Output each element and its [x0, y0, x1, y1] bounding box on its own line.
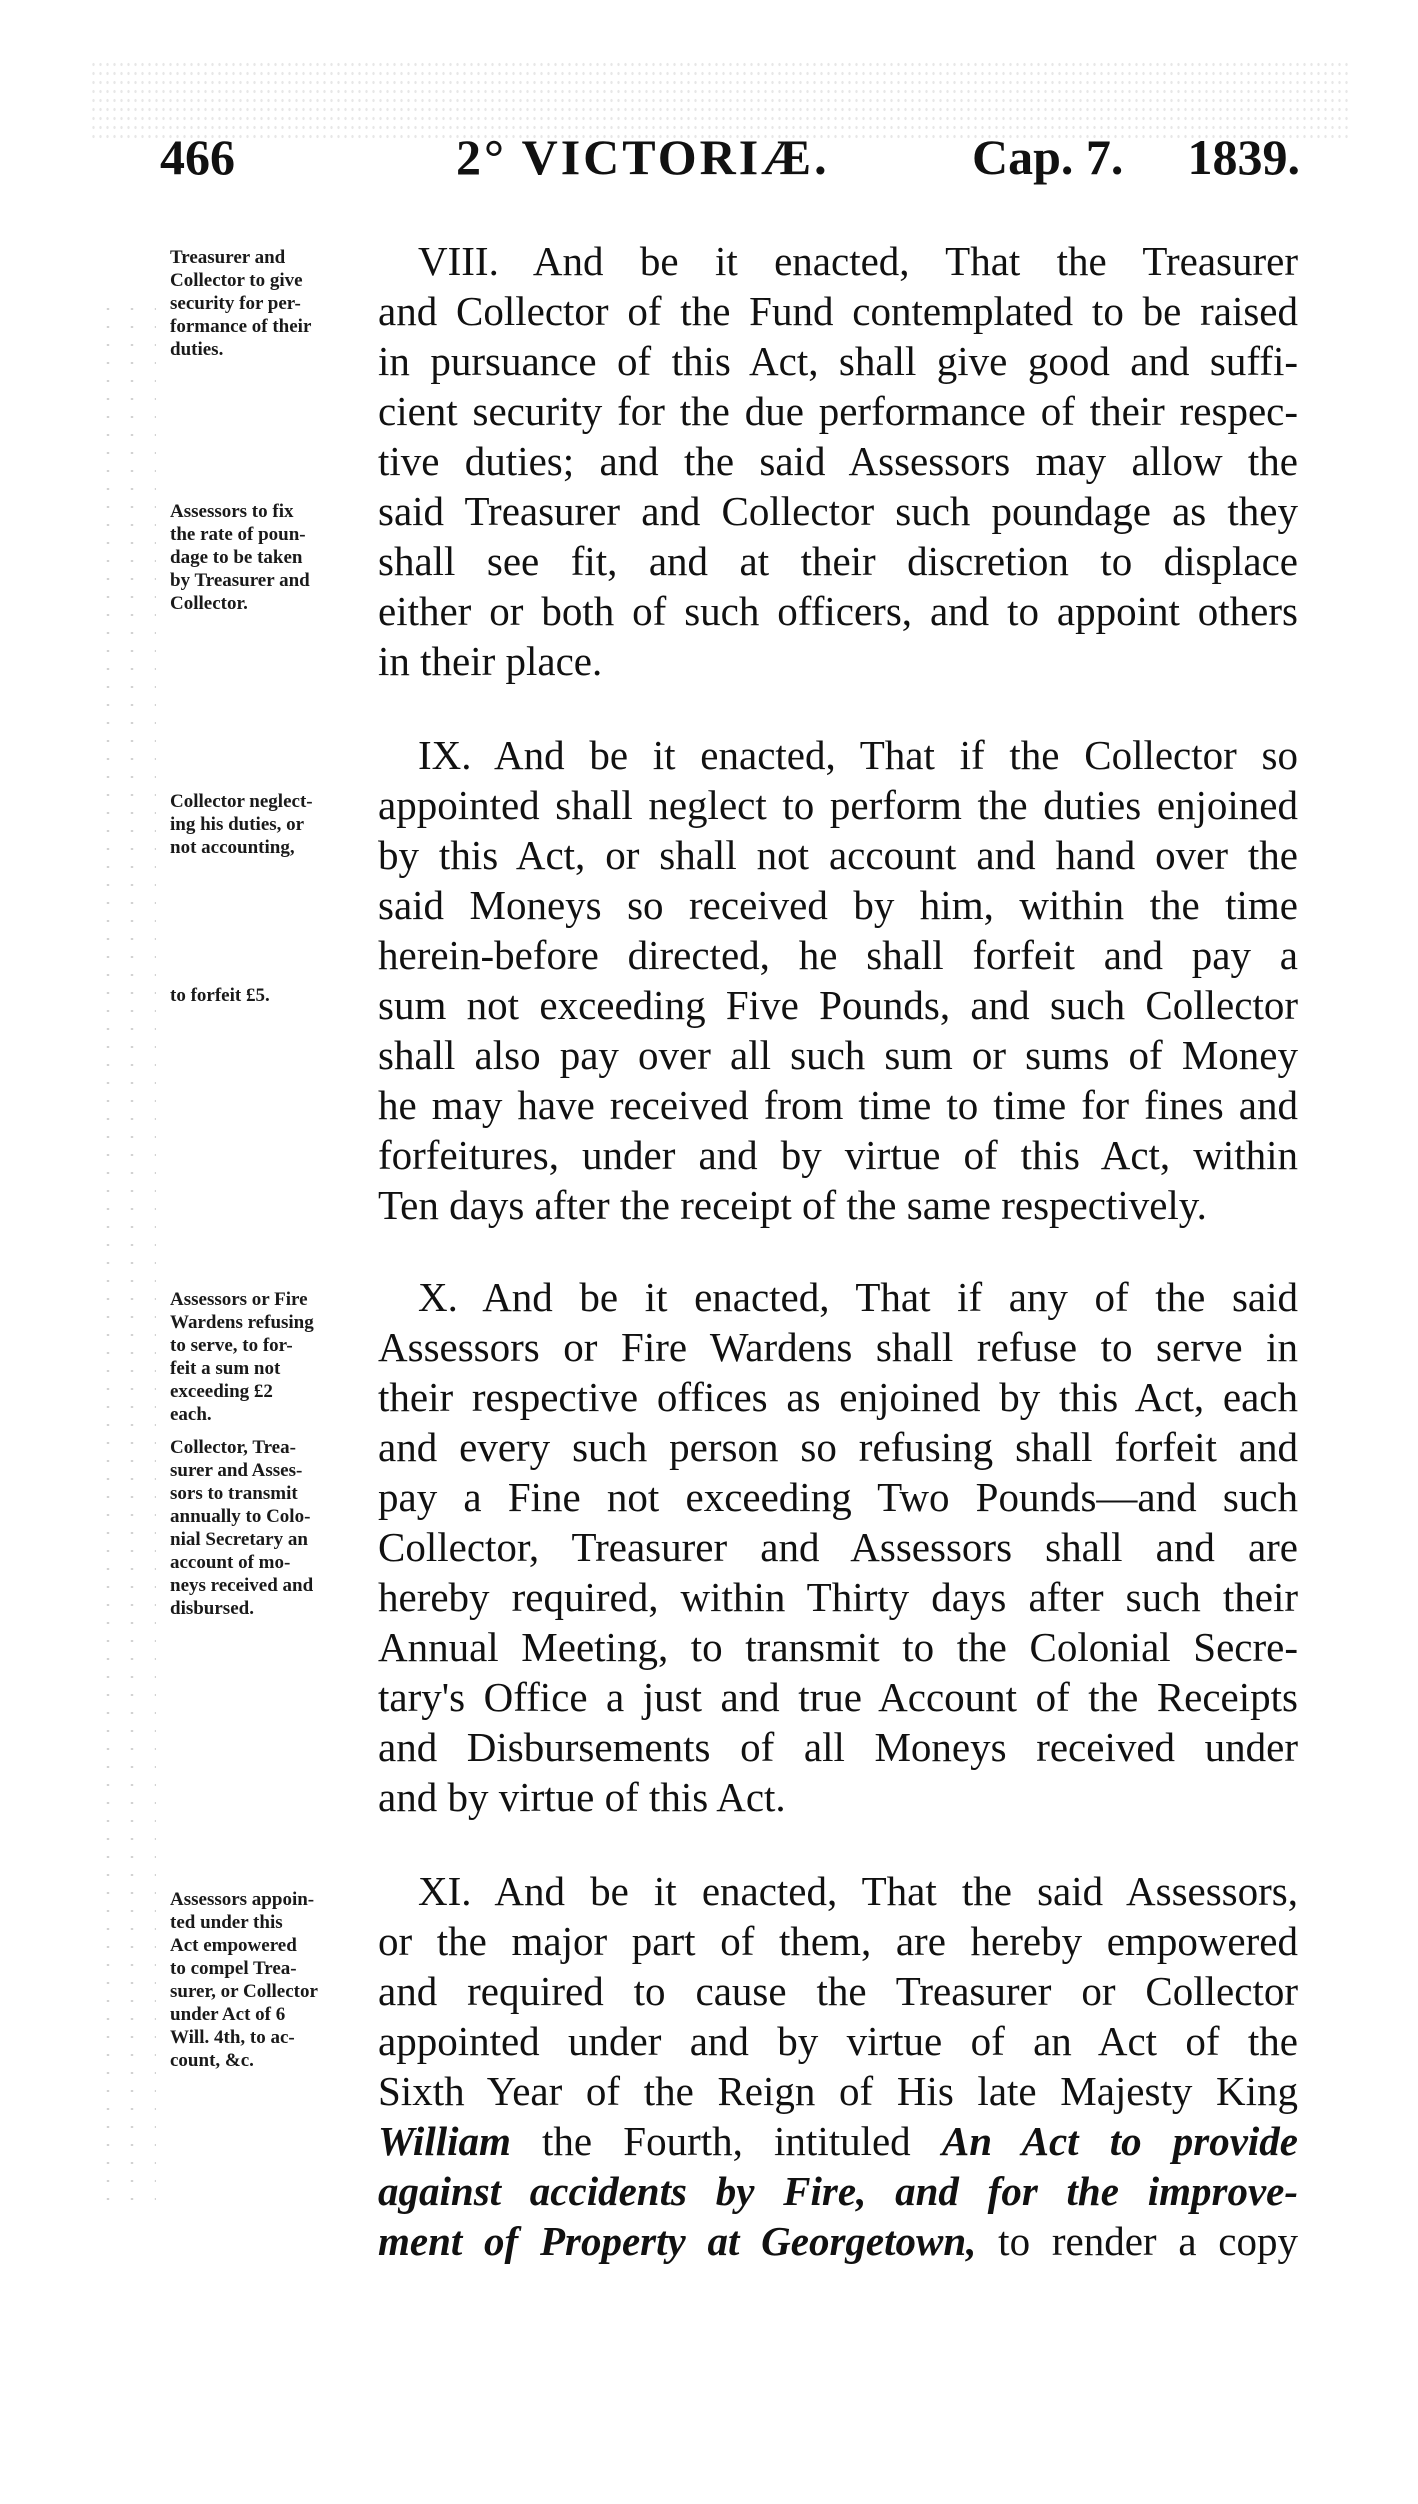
- marginal-note-forfeit: [170, 984, 390, 1007]
- marginal-note-transmit-account: [170, 1436, 390, 1620]
- note-line: nial Secretary an: [170, 1529, 308, 1550]
- section-line: appointed shall neglect to perform the duties enjoined: [378, 782, 1298, 828]
- note-line: Assessors or Fire: [170, 1289, 308, 1310]
- section-line: their respective offices as enjoined by this Act, each: [378, 1374, 1298, 1420]
- note-line: security for per-: [170, 293, 301, 314]
- note-line: under Act of 6: [170, 2004, 286, 2025]
- note-line: dage to be taken: [170, 547, 303, 568]
- section-ix: [378, 730, 1298, 1230]
- section-line: shall also pay over all such sum or sums of Money: [378, 1032, 1298, 1078]
- section-line: said Moneys so received by him, within the time: [378, 882, 1298, 928]
- note-line: sors to transmit: [170, 1483, 298, 1504]
- section-line: VIII. And be it enacted, That the Treasurer: [418, 238, 1298, 284]
- section-line: herein-before directed, he shall forfeit and pay a: [378, 932, 1298, 978]
- section-line: in pursuance of this Act, shall give good and suffi-: [378, 338, 1298, 384]
- note-line: Treasurer and: [170, 247, 286, 268]
- section-line: by this Act, or shall not account and hand over the: [378, 832, 1298, 878]
- note-line: ing his duties, or: [170, 814, 305, 835]
- line-text: to render a copy: [976, 2218, 1298, 2264]
- section-line: he may have received from time to time for fines and: [378, 1082, 1298, 1128]
- italic-name: William: [378, 2118, 511, 2164]
- section-line: Annual Meeting, to transmit to the Colonial Secre-: [378, 1624, 1298, 1670]
- section-line: and Disbursements of all Moneys received under: [378, 1724, 1298, 1770]
- section-line: and required to cause the Treasurer or Collector: [378, 1968, 1298, 2014]
- section-line: or the major part of them, are hereby empowered: [378, 1918, 1298, 1964]
- note-line: surer and Asses-: [170, 1460, 303, 1481]
- section-line: hereby required, within Thirty days after such their: [378, 1574, 1298, 1620]
- note-line: Wardens refusing: [170, 1312, 314, 1333]
- note-line: account of mo-: [170, 1552, 291, 1573]
- scan-noise-margin: [96, 300, 156, 2200]
- section-line: pay a Fine not exceeding Two Pounds—and such: [378, 1474, 1298, 1520]
- section-line: XI. And be it enacted, That the said Assessors,: [418, 1868, 1298, 1914]
- marginal-note-collector-neglecting: [170, 790, 390, 859]
- note-line: to serve, to for-: [170, 1335, 293, 1356]
- marginal-note-poundage: [170, 500, 390, 615]
- note-line: exceeding £2: [170, 1381, 273, 1402]
- section-line: Collector, Treasurer and Assessors shall and are: [378, 1524, 1298, 1570]
- note-line: the rate of poun-: [170, 524, 306, 545]
- note-line: Collector to give: [170, 270, 303, 291]
- section-line: Ten days after the receipt of the same respectively.: [378, 1182, 1207, 1228]
- note-line: annually to Colo-: [170, 1506, 311, 1527]
- note-line: to forfeit £5.: [170, 985, 270, 1006]
- section-line: appointed under and by virtue of an Act of the: [378, 2018, 1298, 2064]
- section-line: said Treasurer and Collector such poundage as they: [378, 488, 1298, 534]
- section-x: [378, 1272, 1298, 1822]
- section-line: Sixth Year of the Reign of His late Majesty King: [378, 2068, 1298, 2114]
- note-line: ted under this: [170, 1912, 283, 1933]
- section-line: X. And be it enacted, That if any of the said: [418, 1274, 1298, 1320]
- section-viii: [378, 236, 1298, 686]
- section-line: Assessors or Fire Wardens shall refuse to serve in: [378, 1324, 1298, 1370]
- note-line: feit a sum not: [170, 1358, 281, 1379]
- act-title-italic: ment of Property at Georgetown,: [378, 2218, 977, 2264]
- section-line: cient security for the due performance of their respec-: [378, 388, 1298, 434]
- section-line: either or both of such officers, and to appoint others: [378, 588, 1298, 634]
- year: 1839.: [1187, 129, 1300, 185]
- section-line: sum not exceeding Five Pounds, and such Collector: [378, 982, 1298, 1028]
- section-line: and Collector of the Fund contemplated to be raised: [378, 288, 1298, 334]
- marginal-note-refusing-to-serve: [170, 1288, 390, 1426]
- note-line: Assessors appoin-: [170, 1889, 315, 1910]
- note-line: neys received and: [170, 1575, 314, 1596]
- note-line: Will. 4th, to ac-: [170, 2027, 295, 2048]
- note-line: formance of their: [170, 316, 312, 337]
- section-line-mixed: [378, 2216, 1298, 2266]
- note-line: disbursed.: [170, 1598, 254, 1619]
- marginal-note-treasurer-security: [170, 246, 390, 361]
- note-line: Act empowered: [170, 1935, 297, 1956]
- act-title-italic: An Act to provide: [941, 2118, 1298, 2164]
- act-title-italic: against accidents by Fire, and for the improve-: [378, 2168, 1298, 2214]
- note-line: Collector, Trea-: [170, 1437, 296, 1458]
- marginal-note-compel-treasurer: [170, 1888, 390, 2072]
- page-number: 466: [160, 129, 235, 185]
- section-line-mixed: [378, 2116, 1298, 2166]
- note-line: duties.: [170, 339, 224, 360]
- section-line: and every such person so refusing shall forfeit and: [378, 1424, 1298, 1470]
- chapter-number: Cap. 7.: [972, 129, 1124, 185]
- note-line: by Treasurer and: [170, 570, 310, 591]
- section-line: tary's Office a just and true Account of the Receipts: [378, 1674, 1298, 1720]
- running-header: [160, 128, 1300, 198]
- section-line: IX. And be it enacted, That if the Collector so: [418, 732, 1298, 778]
- note-line: each.: [170, 1404, 212, 1425]
- section-line: in their place.: [378, 638, 603, 684]
- line-text: the Fourth, intituled: [510, 2118, 942, 2164]
- section-line: and by virtue of this Act.: [378, 1774, 786, 1820]
- section-line: shall see fit, and at their discretion to displace: [378, 538, 1298, 584]
- section-line: tive duties; and the said Assessors may allow the: [378, 438, 1298, 484]
- reign-title: 2° VICTORIÆ.: [456, 129, 830, 185]
- note-line: surer, or Collector: [170, 1981, 318, 2002]
- note-line: not accounting,: [170, 837, 295, 858]
- section-line-italic: [378, 2166, 1298, 2216]
- note-line: count, &c.: [170, 2050, 254, 2071]
- note-line: Collector.: [170, 593, 248, 614]
- note-line: Assessors to fix: [170, 501, 294, 522]
- note-line: to compel Trea-: [170, 1958, 297, 1979]
- section-line: forfeitures, under and by virtue of this Act, within: [378, 1132, 1298, 1178]
- note-line: Collector neglect-: [170, 791, 313, 812]
- section-xi: [378, 1866, 1298, 2266]
